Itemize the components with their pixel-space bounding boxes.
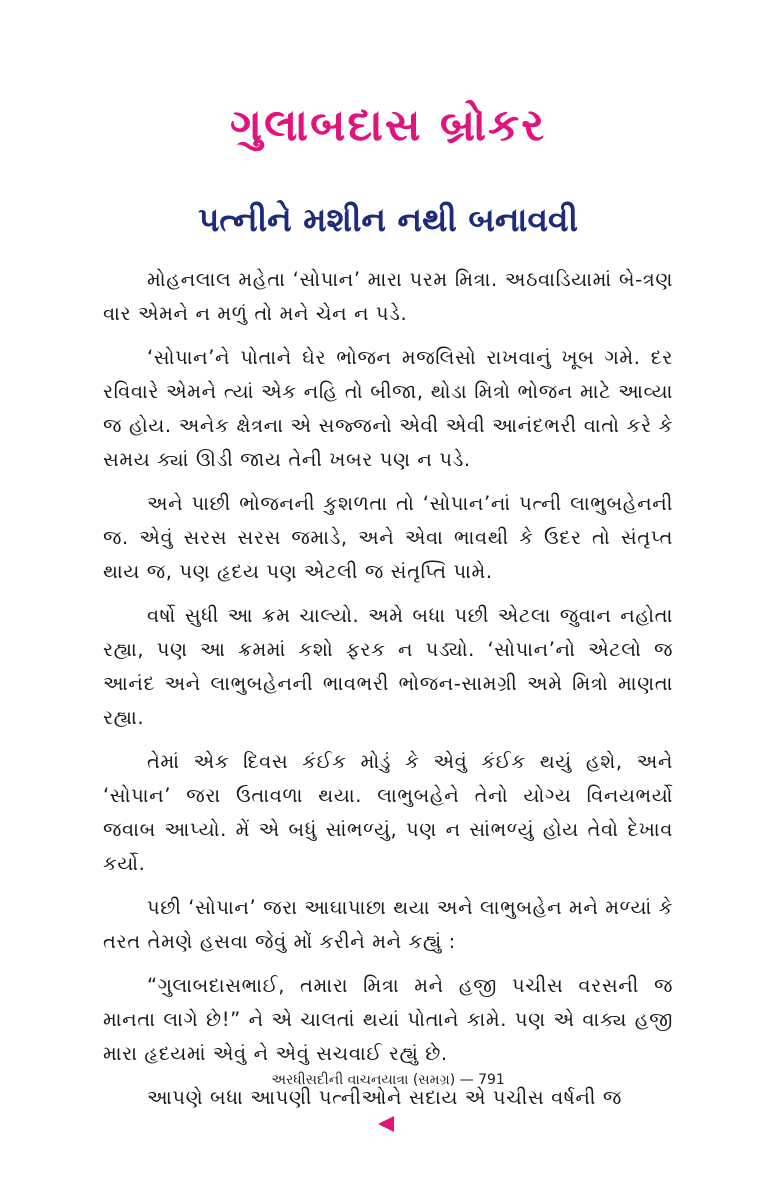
page-footer: અરધીસદીની વાચનયાત્રા (સમગ્ર) — 791: [271, 1072, 505, 1088]
paragraph: ‘સોપાન’ને પોતાને ઘેર ભોજન મજલિસો રાખવાનું ખૂબ ગમે. દર રવિવારે એમને ત્યાં એક નહિ તો બીજા, થોડા મિત્રો ભોજન માટે આવ્યા જ હોય. અનેક ક્ષેત્રના એ સજ્જનો એવી એવી આનંદભરી વાતો કરે કે સમય ક્યાં ઊડી જાય તેની ખબર પણ ન પડે.: [103, 346, 673, 471]
paragraph: વર્ષો સુધી આ ક્રમ ચાલ્યો. અમે બધા પછી એટલા જુવાન નહોતા રહ્યા, પણ આ ક્રમમાં કશો ફરક ન પડ્યો. ‘સોપાન’નો એટલો જ આનંદ અને લાભુબહેનની ભાવભરી ભોજન-સામગ્રી અમે મિત્રો માણતા રહ્યા.: [103, 604, 673, 729]
book-title: ગુલાબદાસ બ્રોકર: [230, 100, 546, 151]
paragraph: “ગુલાબદાસભાઈ, તમારા મિત્રા મને હજી પચીસ વરસની જ માનતા લાગે છે!” ને એ ચાલતાં થયાં પોતાને કામે. પણ એ વાક્ય હજી મારા હૃદયમાં એવું ને એવું સચવાઈ રહ્યું છે.: [103, 974, 673, 1065]
paragraph: પછી ‘સોપાન’ જરા આઘાપાછા થયા અને લાભુબહેન મને મળ્યાં કે તરત તેમણે હસવા જેવું મોં કરીને મને કહ્યું :: [103, 896, 673, 953]
body-text: [103, 263, 673, 1125]
paragraph: અને પાછી ભોજનની કુશળતા તો ‘સોપાન’નાં પત્ની લાભુબહેનની જ. એવું સરસ સરસ જમાડે, અને એવા ભાવથી કે ઉદર તો સંતૃપ્ત થાય જ, પણ હૃદય પણ એટલી જ સંતૃપ્તિ પામે.: [103, 492, 673, 583]
paragraph: મોહનલાલ મહેતા ‘સોપાન’ મારા પરમ મિત્રા. અઠવાડિયામાં બે-ત્રણ વાર એમને ન મળું તો મને ચેન ન પડે.: [103, 268, 673, 325]
chapter-title: પત્નીને મશીન નથી બનાવવી: [197, 200, 579, 239]
previous-page-arrow-icon[interactable]: [378, 1116, 394, 1132]
paragraph: આપણે બધા આપણી પત્નીઓને સદાય એ પચીસ વર્ષની જ: [147, 1086, 622, 1109]
paragraph: તેમાં એક દિવસ કંઈક મોડું કે એવું કંઈક થયું હશે, અને ‘સોપાન’ જરા ઉતાવળા થયા. લાભુબહેને તેનો યોગ્ય વિનયભર્યો જવાબ આપ્યો. મેં એ બધું સાંભળ્યું, પણ ન સાંભળ્યું હોય તેવો દેખાવ કર્યો.: [103, 750, 673, 875]
